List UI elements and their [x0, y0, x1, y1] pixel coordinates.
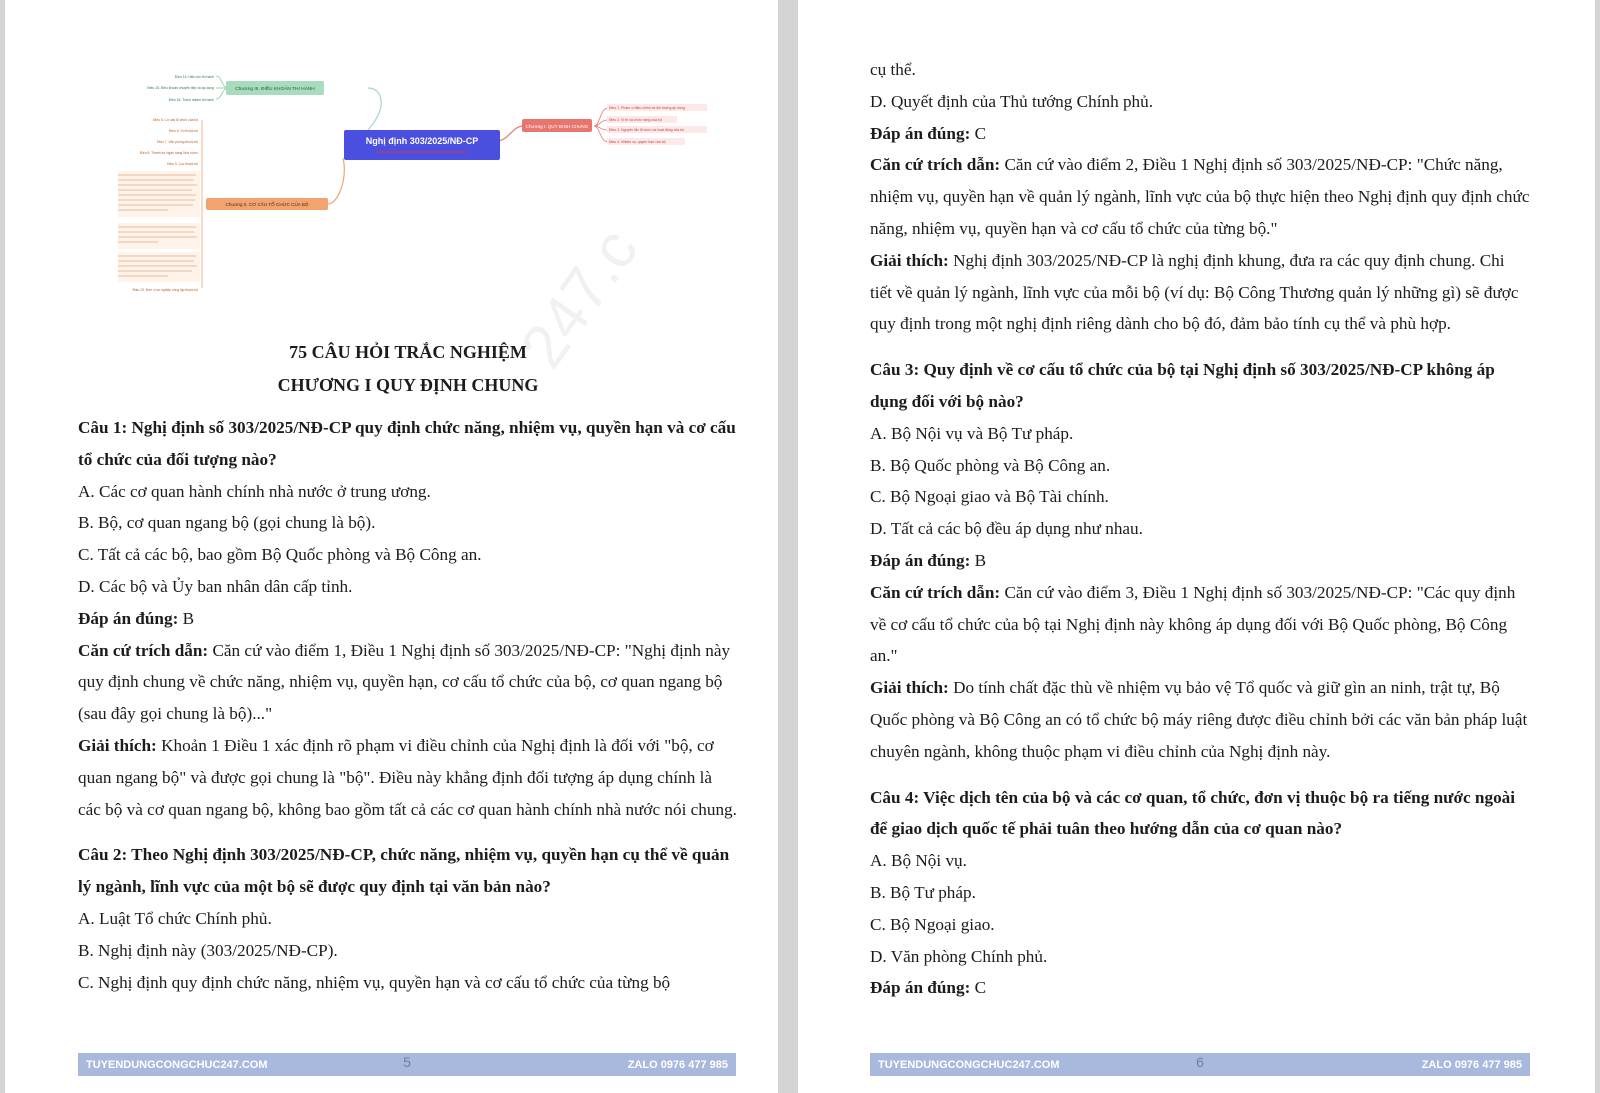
chapter-1-item: Điều 1. Phạm vi điều chỉnh và đối tượng áp dụng	[609, 106, 686, 110]
answer-label: Đáp án đúng:	[870, 550, 971, 570]
chapter-3-label: Chương III. ĐIỀU KHOẢN THI HÀNH	[235, 87, 315, 92]
q3-option-c: C. Bộ Ngoại giao và Bộ Tài chính.	[870, 487, 1109, 507]
document-page-5	[5, 0, 778, 1093]
chapter-1-item: Điều 4. Nhiệm vụ, quyền hạn của bộ	[609, 140, 666, 144]
answer-label: Đáp án đúng:	[78, 608, 179, 628]
q2-option-c: C. Nghị định quy định chức năng, nhiệm vụ, quyền hạn và cơ cấu tổ chức của từng bộ	[78, 972, 671, 992]
chapter-3-item: Điều 14. Hiệu lực thi hành	[174, 75, 214, 79]
q1-option-c: C. Tất cả các bộ, bao gồm Bộ Quốc phòng và Bộ Công an.	[78, 545, 482, 565]
document-title: 75 CÂU HỎI TRẮC NGHIỆM	[289, 342, 527, 362]
explanation-text: Do tính chất đặc thù về nhiệm vụ bảo vệ Tổ quốc và giữ gìn an ninh, trật tự, Bộ Quốc phòng và Bộ Công an có tổ chức bộ máy riêng được điều chỉnh bởi các văn bản pháp luật chuyên ngành, không thuộc phạm vi điều chỉnh của Nghị định này.	[870, 678, 1528, 761]
basis-text: Căn cứ vào điểm 1, Điều 1 Nghị định số 303/2025/NĐ-CP: "Nghị định này quy định chung về chức năng, nhiệm vụ, quyền hạn, cơ cấu tổ chức của bộ, cơ quan ngang bộ (sau đây gọi chung là bộ)..."	[78, 640, 731, 724]
chapter-3-item: Điều 15. Điều khoản chuyển tiếp và áp dụng	[147, 86, 214, 90]
chapter-1-item: Điều 2. Vị trí và chức năng của bộ	[609, 118, 662, 122]
chapter-2-item: Điều 8. Thanh tra Ngân hàng Nhà nước	[139, 151, 198, 155]
answer-value: C	[970, 978, 987, 998]
chapter-title: CHƯƠNG I QUY ĐỊNH CHUNG	[277, 375, 539, 395]
q2-basis	[870, 149, 1530, 244]
q4-answer	[870, 972, 1530, 1004]
q1-basis	[78, 635, 738, 730]
explanation-label: Giải thích:	[78, 735, 157, 755]
chapter-3-item: Điều 16. Trách nhiệm thi hành	[168, 98, 214, 102]
chapter-2-item: Điều 9. Cục thuộc bộ	[167, 162, 198, 166]
page-footer	[870, 1053, 1530, 1076]
footer-website[interactable]: TUYENDUNGCONGCHUC247.COM	[86, 1059, 268, 1071]
q2-option-d: D. Quyết định của Thủ tướng Chính phủ.	[870, 91, 1154, 111]
basis-label: Căn cứ trích dẫn:	[78, 640, 209, 660]
chapter-2-item: Điều 13. Đơn vị sự nghiệp công lập thuộc bộ	[132, 288, 198, 292]
chapter-2-item: Điều 6. Vụ thuộc bộ	[169, 129, 198, 133]
page-number: 5	[403, 1054, 411, 1070]
q4-option-b: B. Bộ Tư pháp.	[870, 882, 976, 902]
mindmap-center-label: Nghị định 303/2025/NĐ-CP	[365, 136, 479, 146]
question-3: Câu 3: Quy định về cơ cấu tổ chức của bộ tại Nghị định số 303/2025/NĐ-CP không áp dụng đối với bộ nào?	[870, 360, 1495, 411]
q4-option-c: C. Bộ Ngoại giao.	[870, 914, 995, 934]
answer-label: Đáp án đúng:	[870, 123, 971, 143]
chapter-2-item: Điều 7. Văn phòng thuộc bộ	[157, 140, 198, 144]
q1-option-a: A. Các cơ quan hành chính nhà nước ở trung ương.	[78, 481, 431, 501]
q2-answer	[870, 118, 1530, 150]
basis-label: Căn cứ trích dẫn:	[870, 155, 1001, 175]
q2-option-a: A. Luật Tổ chức Chính phủ.	[78, 908, 272, 928]
page-footer	[78, 1053, 736, 1076]
explanation-label: Giải thích:	[870, 250, 949, 270]
q4-option-a: A. Bộ Nội vụ.	[870, 851, 967, 871]
q3-answer	[870, 545, 1530, 577]
explanation-label: Giải thích:	[870, 678, 949, 698]
page-5-content	[78, 336, 738, 998]
answer-label: Đáp án đúng:	[870, 978, 971, 998]
page-number: 6	[1196, 1054, 1204, 1070]
chapter-2-label: Chương II. CƠ CẤU TỔ CHỨC CỦA BỘ	[225, 202, 309, 207]
explanation-text: Khoản 1 Điều 1 xác định rõ phạm vi điều chỉnh của Nghị định là đối với "bộ, cơ quan ngang bộ" và được gọi chung là "bộ". Điều này khẳng định đối tượng áp dụng chính là các bộ và cơ quan ngang bộ, không bao gồm tất cả các cơ quan hành chính nhà nước nói chung.	[78, 735, 737, 819]
page-6-content	[870, 54, 1530, 1004]
q2-option-b: B. Nghị định này (303/2025/NĐ-CP).	[78, 940, 338, 960]
question-4: Câu 4: Việc dịch tên của bộ và các cơ quan, tổ chức, đơn vị thuộc bộ ra tiếng nước ngoài để giao dịch quốc tế phải tuân theo hướng dẫn của cơ quan nào?	[870, 787, 1516, 839]
footer-contact: ZALO 0976 477 985	[1421, 1059, 1522, 1071]
watermark: 247.c	[507, 216, 652, 381]
basis-text: Căn cứ vào điểm 3, Điều 1 Nghị định số 303/2025/NĐ-CP: "Các quy định về cơ cấu tổ chức của bộ tại Nghị định này không áp dụng đối với Bộ Quốc phòng, Bộ Công an."	[870, 582, 1516, 666]
document-page-6	[798, 0, 1595, 1093]
chapter-2-item: Điều 5. Cơ cấu tổ chức của bộ	[153, 118, 198, 122]
q2-option-c-continued: cụ thể.	[870, 60, 916, 79]
q1-option-b: B. Bộ, cơ quan ngang bộ (gọi chung là bộ).	[78, 513, 376, 533]
q1-option-d: D. Các bộ và Ủy ban nhân dân cấp tỉnh.	[78, 576, 353, 596]
basis-label: Căn cứ trích dẫn:	[870, 582, 1001, 602]
basis-text: Căn cứ vào điểm 2, Điều 1 Nghị định số 303/2025/NĐ-CP: "Chức năng, nhiệm vụ, quyền hạn về quản lý ngành, lĩnh vực của bộ thực hiện theo Nghị định quy định chức năng, nhiệm vụ, quyền hạn và cơ cấu tổ chức của từng bộ."	[870, 155, 1530, 238]
q3-option-d: D. Tất cả các bộ đều áp dụng như nhau.	[870, 519, 1143, 539]
chapter-1-item: Điều 3. Nguyên tắc tổ chức và hoạt động của bộ	[609, 128, 685, 132]
q3-option-b: B. Bộ Quốc phòng và Bộ Công an.	[870, 455, 1111, 475]
q1-answer	[78, 603, 738, 635]
answer-value: B	[178, 608, 195, 628]
chapter-1-label: Chương I. QUY ĐỊNH CHUNG	[525, 124, 589, 129]
answer-value: B	[970, 550, 987, 570]
explanation-text: Nghị định 303/2025/NĐ-CP là nghị định khung, đưa ra các quy định chung. Chi tiết về quản lý ngành, lĩnh vực của mỗi bộ (ví dụ: Bộ Công Thương quản lý những gì) sẽ được quy định trong một nghị định riêng dành cho bộ đó, đảm bảo tính cụ thể và phù hợp.	[870, 250, 1519, 334]
q3-basis	[870, 577, 1530, 672]
q3-option-a: A. Bộ Nội vụ và Bộ Tư pháp.	[870, 423, 1074, 443]
footer-contact: ZALO 0976 477 985	[627, 1059, 728, 1071]
answer-value: C	[970, 123, 987, 143]
q3-explanation	[870, 672, 1530, 767]
question-1: Câu 1: Nghị định số 303/2025/NĐ-CP quy định chức năng, nhiệm vụ, quyền hạn và cơ cấu tổ chức của đối tượng nào?	[78, 418, 736, 469]
q2-explanation	[870, 245, 1530, 340]
mindmap-image	[118, 68, 718, 308]
q4-option-d: D. Văn phòng Chính phủ.	[870, 946, 1048, 966]
question-2: Câu 2: Theo Nghị định 303/2025/NĐ-CP, chức năng, nhiệm vụ, quyền hạn cụ thể về quản lý ngành, lĩnh vực của một bộ sẽ được quy định tại văn bản nào?	[78, 845, 730, 897]
q1-explanation	[78, 730, 738, 825]
footer-website[interactable]: TUYENDUNGCONGCHUC247.COM	[878, 1059, 1060, 1071]
